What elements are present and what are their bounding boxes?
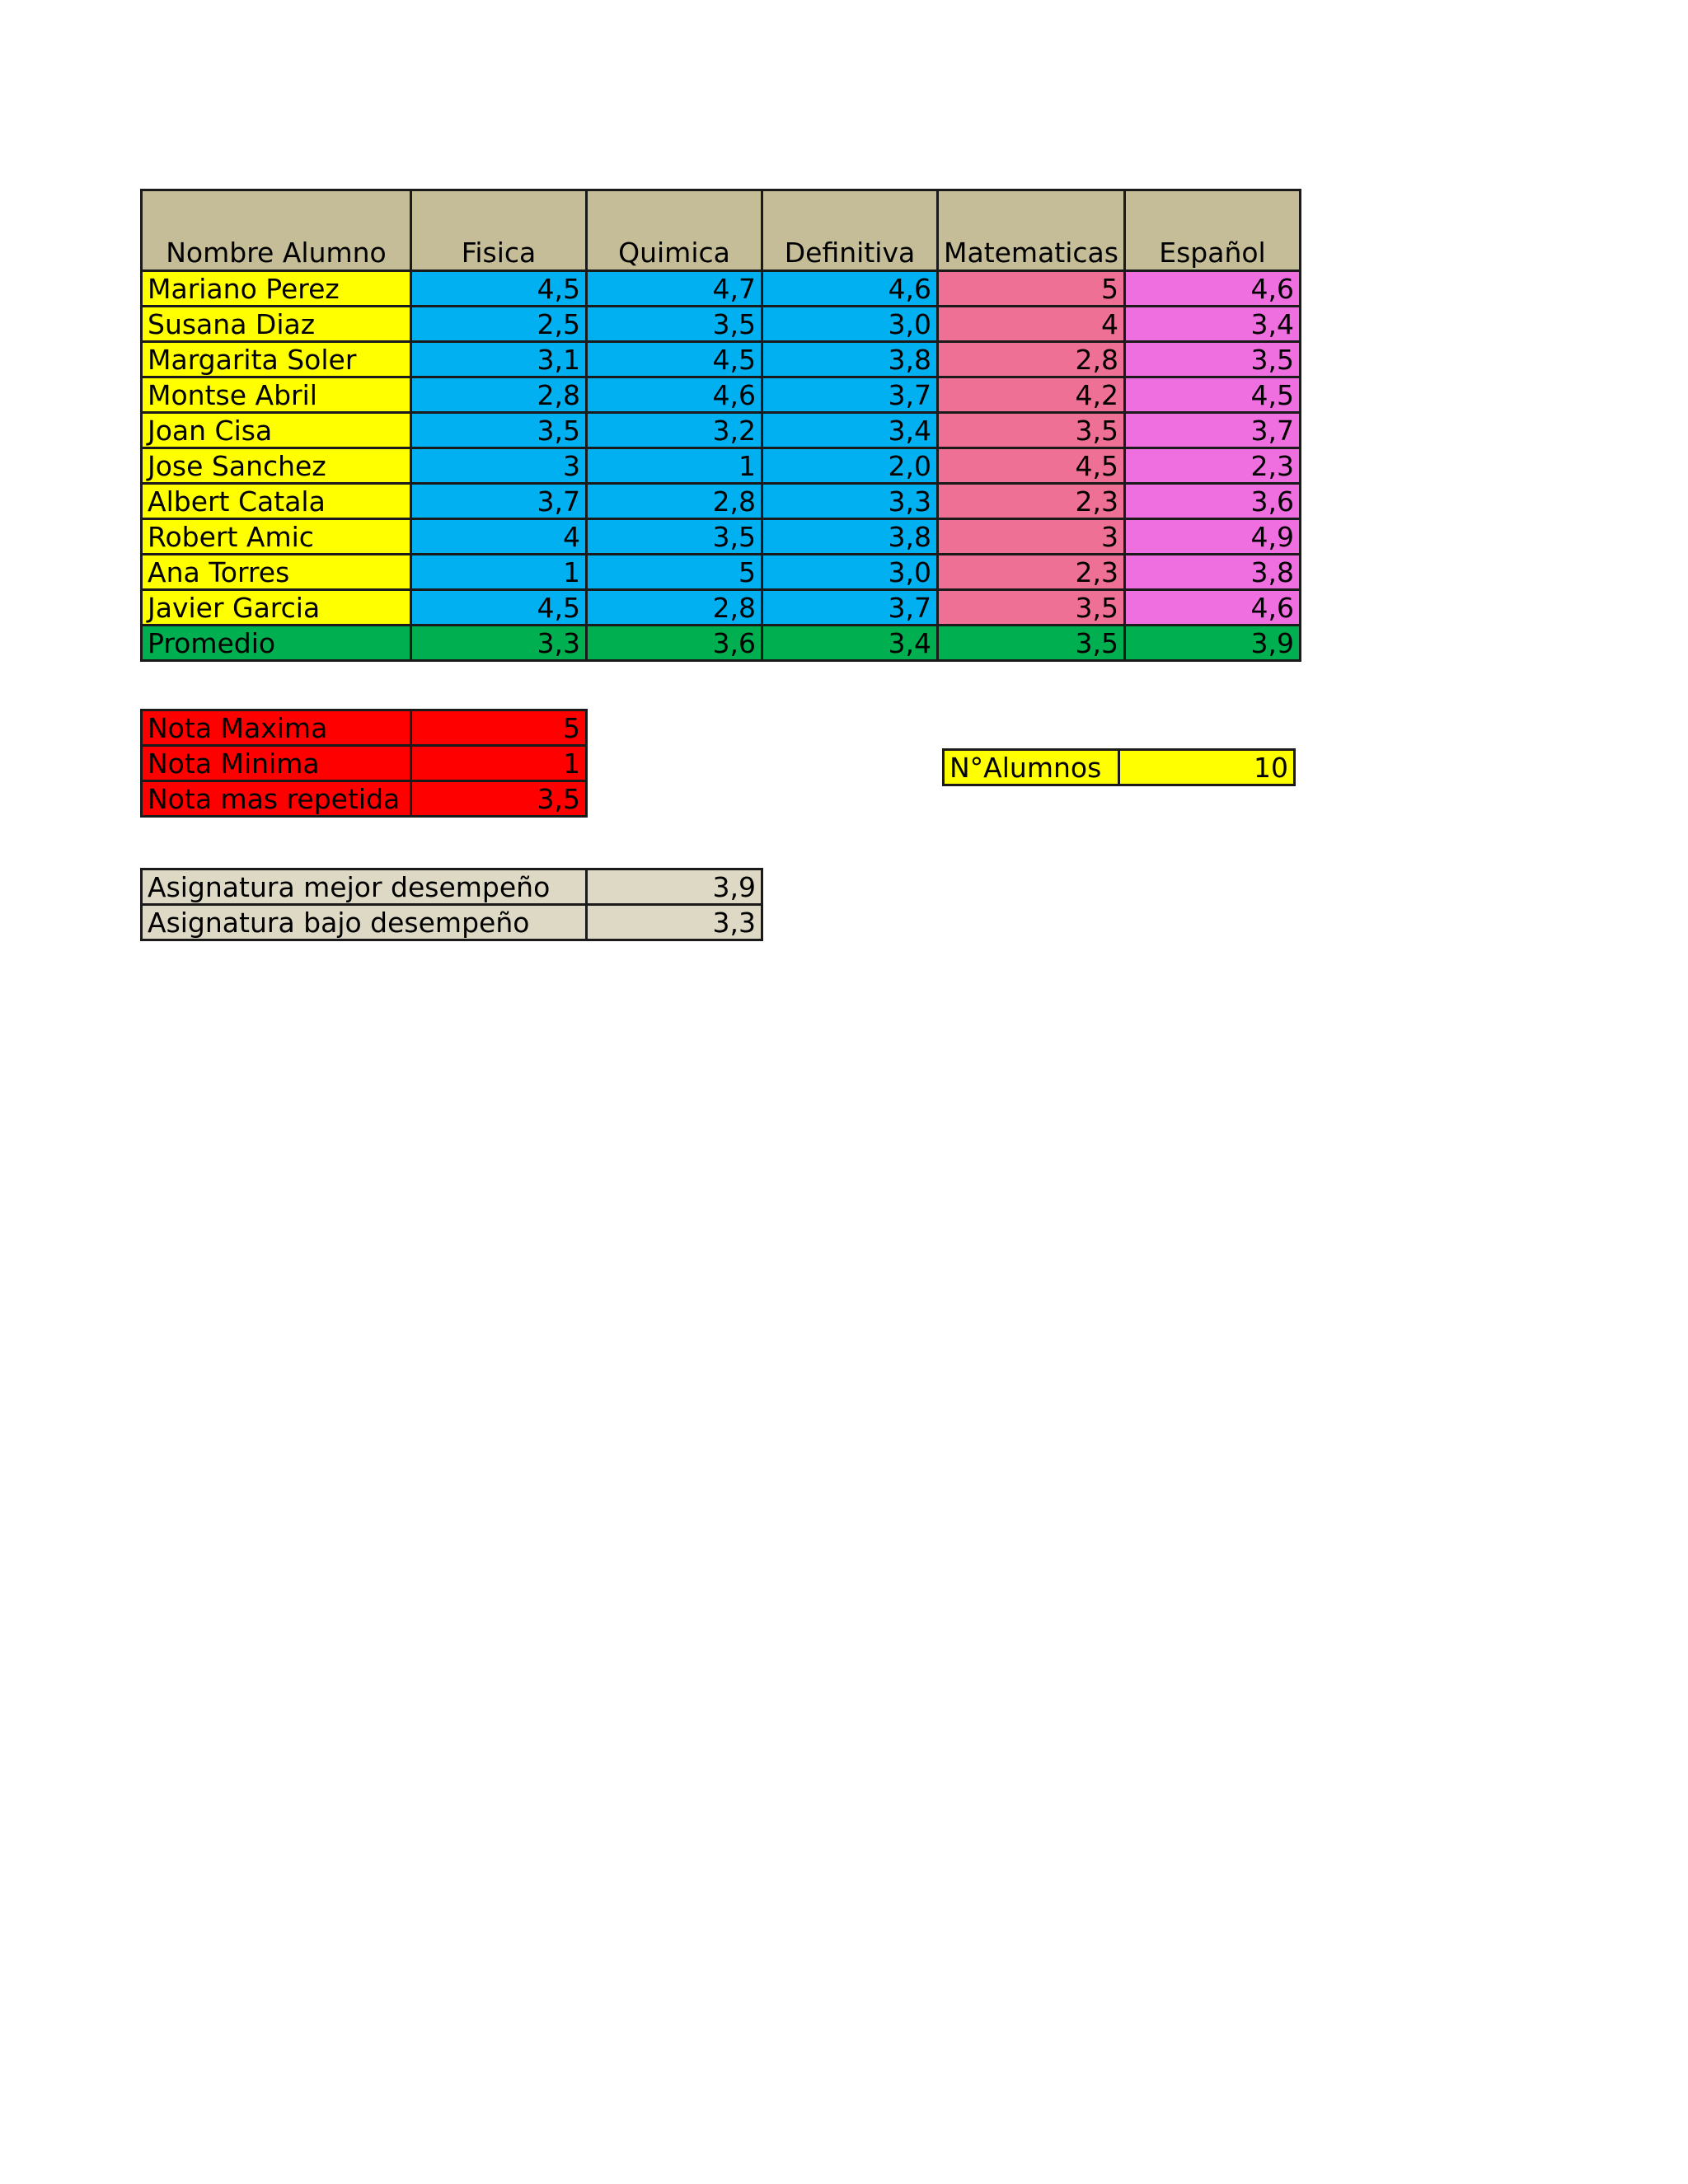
grade-cell-matematicas[interactable]: 2,3 [938,484,1125,519]
student-row [142,377,1301,413]
average-espanol[interactable]: 3,9 [1124,626,1300,661]
grade-cell-matematicas[interactable]: 4,5 [938,448,1125,484]
grade-cell-espanol[interactable]: 4,6 [1124,590,1300,626]
student-row [142,519,1301,555]
grade-cell-fisica[interactable]: 3 [411,448,587,484]
stats-row-max [142,710,587,746]
header-name[interactable]: Nombre Alumno [142,190,411,271]
grade-cell-quimica[interactable]: 3,5 [587,307,762,342]
stat-label[interactable]: Nota Minima [142,746,411,781]
student-name-cell[interactable]: Susana Diaz [142,307,411,342]
grade-cell-definitiva[interactable]: 3,4 [762,413,938,448]
grade-cell-fisica[interactable]: 2,5 [411,307,587,342]
performance-value[interactable]: 3,3 [587,905,762,940]
average-row [142,626,1301,661]
stat-value[interactable]: 3,5 [411,781,587,817]
header-definitiva[interactable]: Definitiva [762,190,938,271]
grade-cell-definitiva[interactable]: 3,7 [762,377,938,413]
average-label[interactable]: Promedio [142,626,411,661]
performance-label[interactable]: Asignatura bajo desempeño [142,905,587,940]
student-row [142,413,1301,448]
student-row [142,484,1301,519]
student-name-cell[interactable]: Ana Torres [142,555,411,590]
grade-cell-definitiva[interactable]: 3,8 [762,342,938,377]
grade-cell-fisica[interactable]: 4 [411,519,587,555]
student-name-cell[interactable]: Albert Catala [142,484,411,519]
grade-cell-fisica[interactable]: 4,5 [411,271,587,307]
header-espanol[interactable]: Español [1124,190,1300,271]
grade-cell-quimica[interactable]: 4,6 [587,377,762,413]
stats-row-min [142,746,587,781]
count-row [944,750,1295,785]
grade-cell-quimica[interactable]: 4,7 [587,271,762,307]
performance-label[interactable]: Asignatura mejor desempeño [142,869,587,905]
grade-cell-definitiva[interactable]: 3,7 [762,590,938,626]
student-name-cell[interactable]: Javier Garcia [142,590,411,626]
performance-row-best [142,869,762,905]
stat-value[interactable]: 5 [411,710,587,746]
student-name-cell[interactable]: Joan Cisa [142,413,411,448]
count-value[interactable]: 10 [1119,750,1295,785]
student-name-cell[interactable]: Robert Amic [142,519,411,555]
header-row [142,190,1301,271]
grade-cell-quimica[interactable]: 5 [587,555,762,590]
grade-cell-quimica[interactable]: 3,5 [587,519,762,555]
grade-cell-quimica[interactable]: 2,8 [587,484,762,519]
grade-cell-espanol[interactable]: 4,5 [1124,377,1300,413]
grade-cell-fisica[interactable]: 3,1 [411,342,587,377]
grade-cell-matematicas[interactable]: 4 [938,307,1125,342]
grade-cell-fisica[interactable]: 1 [411,555,587,590]
average-fisica[interactable]: 3,3 [411,626,587,661]
student-row [142,307,1301,342]
grade-cell-definitiva[interactable]: 4,6 [762,271,938,307]
header-matematicas[interactable]: Matematicas [938,190,1125,271]
stat-value[interactable]: 1 [411,746,587,781]
header-quimica[interactable]: Quimica [587,190,762,271]
grade-cell-espanol[interactable]: 3,8 [1124,555,1300,590]
stat-label[interactable]: Nota Maxima [142,710,411,746]
grade-cell-quimica[interactable]: 1 [587,448,762,484]
grade-cell-fisica[interactable]: 3,7 [411,484,587,519]
grade-cell-fisica[interactable]: 2,8 [411,377,587,413]
grade-cell-quimica[interactable]: 4,5 [587,342,762,377]
grades-table [140,189,1301,662]
student-name-cell[interactable]: Jose Sanchez [142,448,411,484]
average-definitiva[interactable]: 3,4 [762,626,938,661]
grade-cell-matematicas[interactable]: 3 [938,519,1125,555]
average-matematicas[interactable]: 3,5 [938,626,1125,661]
grade-cell-matematicas[interactable]: 3,5 [938,590,1125,626]
grade-cell-definitiva[interactable]: 3,8 [762,519,938,555]
grade-cell-espanol[interactable]: 4,9 [1124,519,1300,555]
grade-cell-definitiva[interactable]: 3,0 [762,555,938,590]
student-name-cell[interactable]: Margarita Soler [142,342,411,377]
grade-cell-matematicas[interactable]: 2,8 [938,342,1125,377]
grade-cell-espanol[interactable]: 3,4 [1124,307,1300,342]
student-row [142,448,1301,484]
average-quimica[interactable]: 3,6 [587,626,762,661]
student-row [142,590,1301,626]
grade-cell-espanol[interactable]: 3,6 [1124,484,1300,519]
grade-cell-fisica[interactable]: 4,5 [411,590,587,626]
performance-row-worst [142,905,762,940]
grade-cell-matematicas[interactable]: 2,3 [938,555,1125,590]
grade-cell-definitiva[interactable]: 3,3 [762,484,938,519]
grade-cell-espanol[interactable]: 2,3 [1124,448,1300,484]
stats-table [140,709,588,818]
grade-cell-espanol[interactable]: 4,6 [1124,271,1300,307]
grade-cell-quimica[interactable]: 2,8 [587,590,762,626]
grade-cell-espanol[interactable]: 3,5 [1124,342,1300,377]
performance-value[interactable]: 3,9 [587,869,762,905]
grade-cell-matematicas[interactable]: 5 [938,271,1125,307]
stats-row-mode [142,781,587,817]
grade-cell-matematicas[interactable]: 3,5 [938,413,1125,448]
header-fisica[interactable]: Fisica [411,190,587,271]
grade-cell-quimica[interactable]: 3,2 [587,413,762,448]
grade-cell-definitiva[interactable]: 2,0 [762,448,938,484]
student-name-cell[interactable]: Montse Abril [142,377,411,413]
grade-cell-matematicas[interactable]: 4,2 [938,377,1125,413]
student-row [142,555,1301,590]
grade-cell-espanol[interactable]: 3,7 [1124,413,1300,448]
student-row [142,342,1301,377]
student-count-table [942,748,1296,786]
grade-cell-definitiva[interactable]: 3,0 [762,307,938,342]
student-name-cell[interactable]: Mariano Perez [142,271,411,307]
count-label[interactable]: N°Alumnos [944,750,1119,785]
stat-label[interactable]: Nota mas repetida [142,781,411,817]
grade-cell-fisica[interactable]: 3,5 [411,413,587,448]
student-row [142,271,1301,307]
performance-table [140,868,763,941]
